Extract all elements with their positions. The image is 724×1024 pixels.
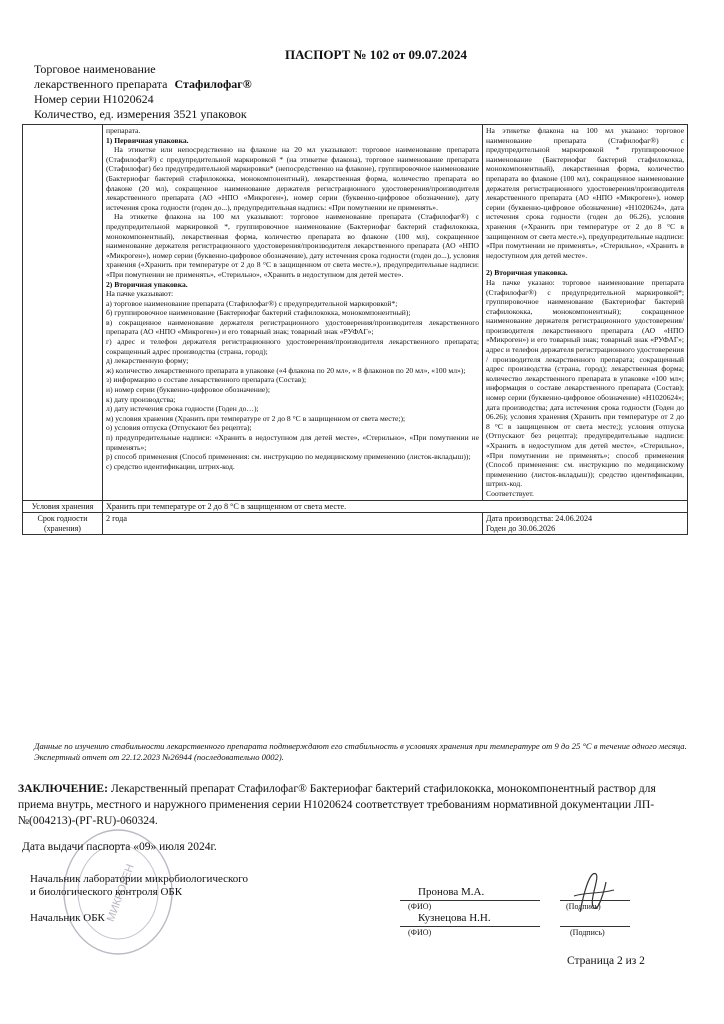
table-row-shelf-life <box>23 513 688 535</box>
list-item: г) адрес и телефон держателя регистрационного удостоверения/производителя лекарственного препарата; сокращенный адрес производства (страна, город); <box>106 337 479 356</box>
list-item: м) условия хранения (Хранить при температуре от 2 до 8 °С в защищенном от света месте;); <box>106 413 406 423</box>
quantity-label: Количество, ед. измерения <box>34 107 171 121</box>
result-conform: Соответствует. <box>486 488 534 498</box>
lab-head-name: Пронова М.А. <box>418 886 485 898</box>
series-label: Номер серии <box>34 92 100 106</box>
shelf-life-value: 2 года <box>103 513 483 535</box>
list-item: а) торговое наименование препарата (Стафилофаг®) с предупредительной маркировкой*; <box>106 298 398 308</box>
list-item: и) номер серии (буквенно-цифровое обозначение); <box>106 385 270 395</box>
primary-packaging-100ml: На этикетке флакона на 100 мл указывают: торговое наименование препарата (Стафилофаг®) с предупредительной маркировкой *, группировочное наименование (Бактериофаг бактерий стафилококка, монокомпонентный), лекарственная форма, количество препарата во флаконе (100 мл), сокращенное наименование держателя регистрационного удостоверения/производителя лекарственного препарата (АО «НПО «Микроген»), номер серии (буквенно-цифровое обозначение), дату истечения срока годности (годен до...), условия хранения («Хранить при температуре от 2 до 8 °С в защищенном от света месте.»), предупредительные надписи: «При помутнении не применять», «Стерильно», «Хранить в недоступном для детей месте». <box>106 212 479 279</box>
table-row-storage <box>23 500 688 513</box>
trade-name-value: Стафилофаг® <box>174 77 252 91</box>
quantity-value: 3521 упаковок <box>173 107 247 121</box>
list-item: к) дату производства; <box>106 394 176 404</box>
list-item: о) условия отпуска (Отпускают без рецепта); <box>106 423 252 433</box>
stamp-text: МИКРОГЕН <box>104 862 137 924</box>
series-value: Н1020624 <box>103 92 154 106</box>
expiry-date: Годен до 30.06.2026 <box>486 523 556 533</box>
table-row-packaging <box>23 125 688 501</box>
list-item: б) группировочное наименование (Бактериофаг бактерий стафилококка, монокомпонентный); <box>106 308 411 318</box>
secondary-packaging-title: 2) Вторичная упаковка. <box>106 279 188 289</box>
primary-packaging-title: 1) Первичная упаковка. <box>106 135 189 145</box>
production-date: Дата производства: 24.06.2024 <box>486 514 593 524</box>
conclusion-label: ЗАКЛЮЧЕНИЕ: <box>18 782 109 795</box>
fio-label-2: (ФИО) <box>408 928 432 937</box>
result-primary-100ml: На этикетке флакона на 100 мл указано: торговое наименование препарата (Стафилофаг®) с предупредительной маркировкой * группировочное наименование (Бактериофаг бактерий стафилококка, монокомпонентный), лекарственная форма, количество препарата во флаконе (100 мл), сокращенное наименование держателя регистрационного удостоверения/производителя лекарственного препарата (АО «НПО «Микроген»), номер серии (буквенно-цифровое обозначение) «Н1020624», дата истечения срока годности (годен до 06.26), условия хранения («Хранить при температуре от 2 до 8 °С в защищенном от света месте.»), предупредительные надписи: «При помутнении не применять», «Стерильно», «Хранить в недоступном для детей месте». <box>486 126 684 260</box>
fio-line-2 <box>400 926 540 927</box>
conclusion-text: Лекарственный препарат Стафилофаг® Бактериофаг бактерий стафилококка, монокомпонентный раствор для приема внутрь, местного и наружного применения серии Н1020624 соответствует требованиям нормативной документации ЛП-№(004213)-(РГ-RU)-060324. <box>18 782 656 827</box>
list-item: з) информацию о составе лекарственного препарата (Состав); <box>106 375 307 385</box>
table-cell-requirements <box>103 125 483 501</box>
obk-head-name: Кузнецова Н.Н. <box>418 912 491 924</box>
series-row <box>34 92 154 107</box>
quantity-row <box>34 107 247 122</box>
sign-label-1: (Подпись) <box>566 902 601 911</box>
storage-label: Условия хранения <box>23 500 103 513</box>
passport-table <box>22 124 688 535</box>
page-number: Страница 2 из 2 <box>567 955 645 967</box>
obk-head-title: Начальник ОБК <box>30 912 105 924</box>
issue-date: Дата выдачи паспорта «09» июля 2024г. <box>22 841 217 853</box>
list-item: д) лекарственную форму; <box>106 356 189 366</box>
list-item: п) предупредительные надписи: «Хранить в недоступном для детей месте», «Стерильно», «При помутнении не применять»; <box>106 433 479 452</box>
list-item: в) сокращенное наименование держателя регистрационного удостоверения/производителя лекарственного препарата (АО «НПО «Микроген») и его товарный знак; товарный знак «РУФАГ»; <box>106 317 479 337</box>
document-title: ПАСПОРТ № 102 от 09.07.2024 <box>285 47 468 62</box>
result-secondary-text: На пачке указано: торговое наименование препарата (Стафилофаг®) с предупредительной маркировкой*; группировочное наименование (Бактериофаг бактерий стафилококка, монокомпонентный); сокращенное наименование держателя регистрационного удостоверения/производителя лекарственного препарата (АО «НПО «Микроген») и его товарный знак; товарный знак «РУФАГ»; адрес и телефон держателя регистрационного удостоверения / производителя лекарственного препарата; сокращенный адрес производства (страна, город); лекарственная форма; количество лекарственного препарата в упаковке «100 мл»; информация о составе лекарственного препарата (Состав); номер серии (буквенно-цифровое обозначение) «Н1020624»; дата производства; дата истечения срока годности (Годен до 06.26); условия хранения (Хранить при температуре от 2 до 8 °С в защищенном от света месте;); условия отпуска (Отпускают без рецепта); предупредительные надписи: «Хранить в недоступном для детей месте», «Стерильно», «При помутнении не применять»; способ применения (Способ применения: см. инструкцию по медицинскому применению (листок-вкладыш)); средство идентификации, штрих-код. <box>486 277 684 489</box>
list-item: с) средство идентификации, штрих-код. <box>106 461 235 471</box>
trade-name-label-2: лекарственного препарата <box>34 77 168 91</box>
primary-packaging-20ml: На этикетке или непосредственно на флаконе на 20 мл указывают: торговое наименование препарата (Стафилофаг®) с предупредительной маркировкой * (на этикетке флакона), торговое наименование препарата (Стафилофаг) без предупредительной маркировки* (непосредственно на флаконе), группировочное наименование (Бактериофаг бактерий стафилококка, монокомпонентный), лекарственная форма, количество препарата во флаконе (20 мл), сокращенное наименование держателя регистрационного удостоверения/производителя лекарственного препарата (АО «НПО «Микроген»), номер серии (буквенно-цифровое обозначение), дату истечения срока годности (годен до...), предупредительная надпись: «При помутнении не применять». <box>106 145 479 212</box>
list-item: ж) количество лекарственного препарата в упаковке («4 флакона по 20 мл», « 8 флаконов по 20 мл», «100 мл»); <box>106 365 466 375</box>
fio-label-1: (ФИО) <box>408 902 432 911</box>
lab-head-title-2: и биологического контроля ОБК <box>30 886 183 898</box>
fio-line-1 <box>400 900 540 901</box>
requirements-intro: препарата. <box>106 126 141 135</box>
list-item: р) способ применения (Способ применения: см. инструкцию по медицинскому применению (листок-вкладыш)); <box>106 452 471 462</box>
shelf-life-label: Срок годности (хранения) <box>23 513 103 535</box>
storage-value: Хранить при температуре от 2 до 8 °С в защищенном от света месте. <box>103 500 688 513</box>
lab-head-title-1: Начальник лаборатории микробиологического <box>30 873 249 885</box>
trade-name-label-1: Торговое наименование <box>34 62 156 76</box>
signature-mark <box>560 862 620 922</box>
result-secondary-title: 2) Вторичная упаковка. <box>486 268 568 278</box>
list-item: На пачке указывают: <box>106 289 174 299</box>
table-cell-results <box>483 125 688 501</box>
dates-cell <box>483 513 688 535</box>
table-cell-empty <box>23 125 103 501</box>
sign-label-2: (Подпись) <box>570 928 605 937</box>
trade-name-row <box>34 77 252 92</box>
sign-line-2 <box>560 926 630 927</box>
stability-note: Данные по изучению стабильности лекарственного препарата подтверждают его стабильность в условиях хранения при температуре от 9 до 25 °С в течение одного месяца. Экспертный отчет от 22.12.2023 №26944 (последовательно 0002). <box>34 741 687 762</box>
list-item: л) дату истечения срока годности (Годен до…); <box>106 404 259 414</box>
